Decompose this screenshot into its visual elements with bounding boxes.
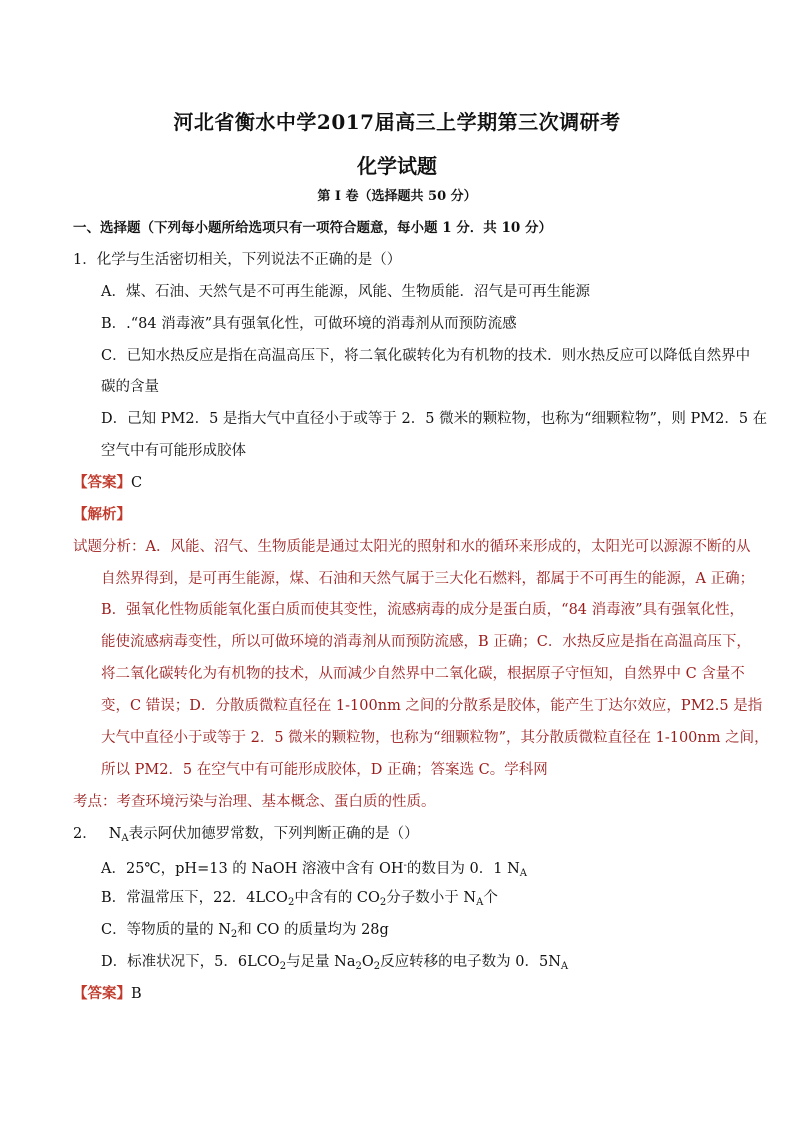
question-1-option-c-cont: 碳的含量 — [101, 379, 159, 395]
part-heading: 一、选择题（下列每小题所给选项只有一项符合题意，每小题 1 分．共 10 分） — [73, 220, 552, 236]
question-1-option-c: C．已知水热反应是指在高温高压下，将二氧化碳转化为有机物的技术．则水热反应可以降低自然界中 — [101, 348, 751, 364]
analysis-line-5: 将二氧化碳转化为有机物的技术，从而减少自然界中二氧化碳，根据原子守恒知，自然界中 C 含量不 — [101, 666, 745, 682]
section-heading: 第 I 卷（选择题共 50 分） — [317, 189, 477, 204]
question-2-option-b — [101, 888, 498, 913]
question-1-option-d-cont: 空气中有可能形成胶体 — [101, 443, 246, 459]
document-subtitle: 化学试题 — [357, 154, 437, 178]
option-text: O — [361, 954, 374, 970]
question-2-option-a — [101, 856, 527, 884]
analysis-line-3: B．强氧化性物质能氧化蛋白质而使其变性，流感病毒的成分是蛋白质，“84 消毒液”具有强氧化性， — [101, 602, 745, 618]
option-text: B．常温常压下，22．4LCO — [101, 890, 288, 906]
question-1-answer — [73, 473, 142, 493]
analysis-tag: 【解析】 — [73, 506, 131, 523]
option-text: 与足量 Na — [286, 954, 356, 970]
analysis-line-6: 变，C 错误；D．分散质微粒直径在 1-100nm 之间的分散系是胶体，能产生丁达尔效应，PM2.5 是指 — [101, 698, 763, 714]
analysis-line-4: 能使流感病毒变性，所以可做环境的消毒剂从而预防流感，B 正确；C．水热反应是指在高温高压下， — [101, 634, 751, 650]
option-text: C．等物质的量的 N — [101, 922, 231, 938]
question-2-option-d — [101, 952, 568, 977]
option-text: 中含有的 CO — [294, 890, 380, 906]
subscript: 2 — [373, 961, 381, 972]
question-number: 2． — [73, 826, 97, 842]
question-2-stem — [73, 824, 419, 849]
subscript: 2 — [287, 897, 295, 908]
analysis-line-7: 大气中直径小于或等于 2．5 微米的颗粒物，也称为“细颗粒物”，其分散质微粒直径在 1-100nm 之间， — [101, 730, 769, 746]
subscript: A — [560, 961, 569, 972]
answer-value: C — [131, 475, 143, 491]
kaodian-note: 考点：考查环境污染与治理、基本概念、蛋白质的性质。 — [73, 794, 436, 810]
option-text: A．25℃，pH=13 的 NaOH 溶液中含有 OH — [101, 861, 404, 877]
subscript: A — [476, 897, 484, 908]
question-1-stem: 1．化学与生活密切相关，下列说法不正确的是（） — [73, 252, 402, 268]
option-text: 分子数小于 N — [386, 890, 477, 906]
question-1-option-a: A．煤、石油、天然气是不可再生能源，风能、生物质能．沼气是可再生能源 — [101, 284, 590, 300]
subscript: A — [519, 868, 527, 879]
document-title: 河北省衡水中学2017届高三上学期第三次调研考 — [173, 110, 621, 134]
answer-value: B — [131, 986, 142, 1002]
question-2-option-c — [101, 920, 389, 945]
subscript: 2 — [279, 961, 287, 972]
answer-tag: 【答案】 — [73, 474, 131, 491]
option-text: 反应转移的电子数为 0．5N — [380, 954, 561, 970]
question-1-option-d: D．己知 PM2．5 是指大气中直径小于或等于 2．5 微米的颗粒物，也称为“细颗粒物”，则 PM2．5 在 — [101, 411, 768, 427]
subscript: 2 — [355, 961, 362, 972]
subscript: 2 — [379, 897, 387, 908]
symbol-n: N — [108, 826, 122, 842]
analysis-line-8: 所以 PM2．5 在空气中有可能形成胶体，D 正确；答案选 C。学科网 — [101, 762, 548, 778]
superscript: - — [403, 860, 407, 871]
answer-tag: 【答案】 — [73, 985, 131, 1002]
analysis-line-1: 试题分析：A．风能、沼气、生物质能是通过太阳光的照射和水的循环来形成的，太阳光可以源源不断的从 — [73, 539, 751, 555]
subscript-a: A — [121, 833, 129, 844]
option-text: 和 CO 的质量均为 28g — [237, 922, 389, 938]
question-1-option-b: B．.“84 消毒液”具有强氧化性，可做环境的消毒剂从而预防流感 — [101, 316, 517, 332]
option-text: D．标准状况下，5．6LCO — [101, 954, 280, 970]
question-2-answer — [73, 984, 142, 1004]
stem-text: 表示阿伏加德罗常数，下列判断正确的是（） — [128, 826, 419, 842]
option-text: 个 — [483, 890, 498, 906]
analysis-line-2: 自然界得到，是可再生能源，煤、石油和天然气属于三大化石燃料，都属于不可再生的能源，A 正确； — [101, 571, 755, 587]
option-text: 的数目为 0．1 N — [406, 861, 520, 877]
subscript: 2 — [230, 929, 238, 940]
